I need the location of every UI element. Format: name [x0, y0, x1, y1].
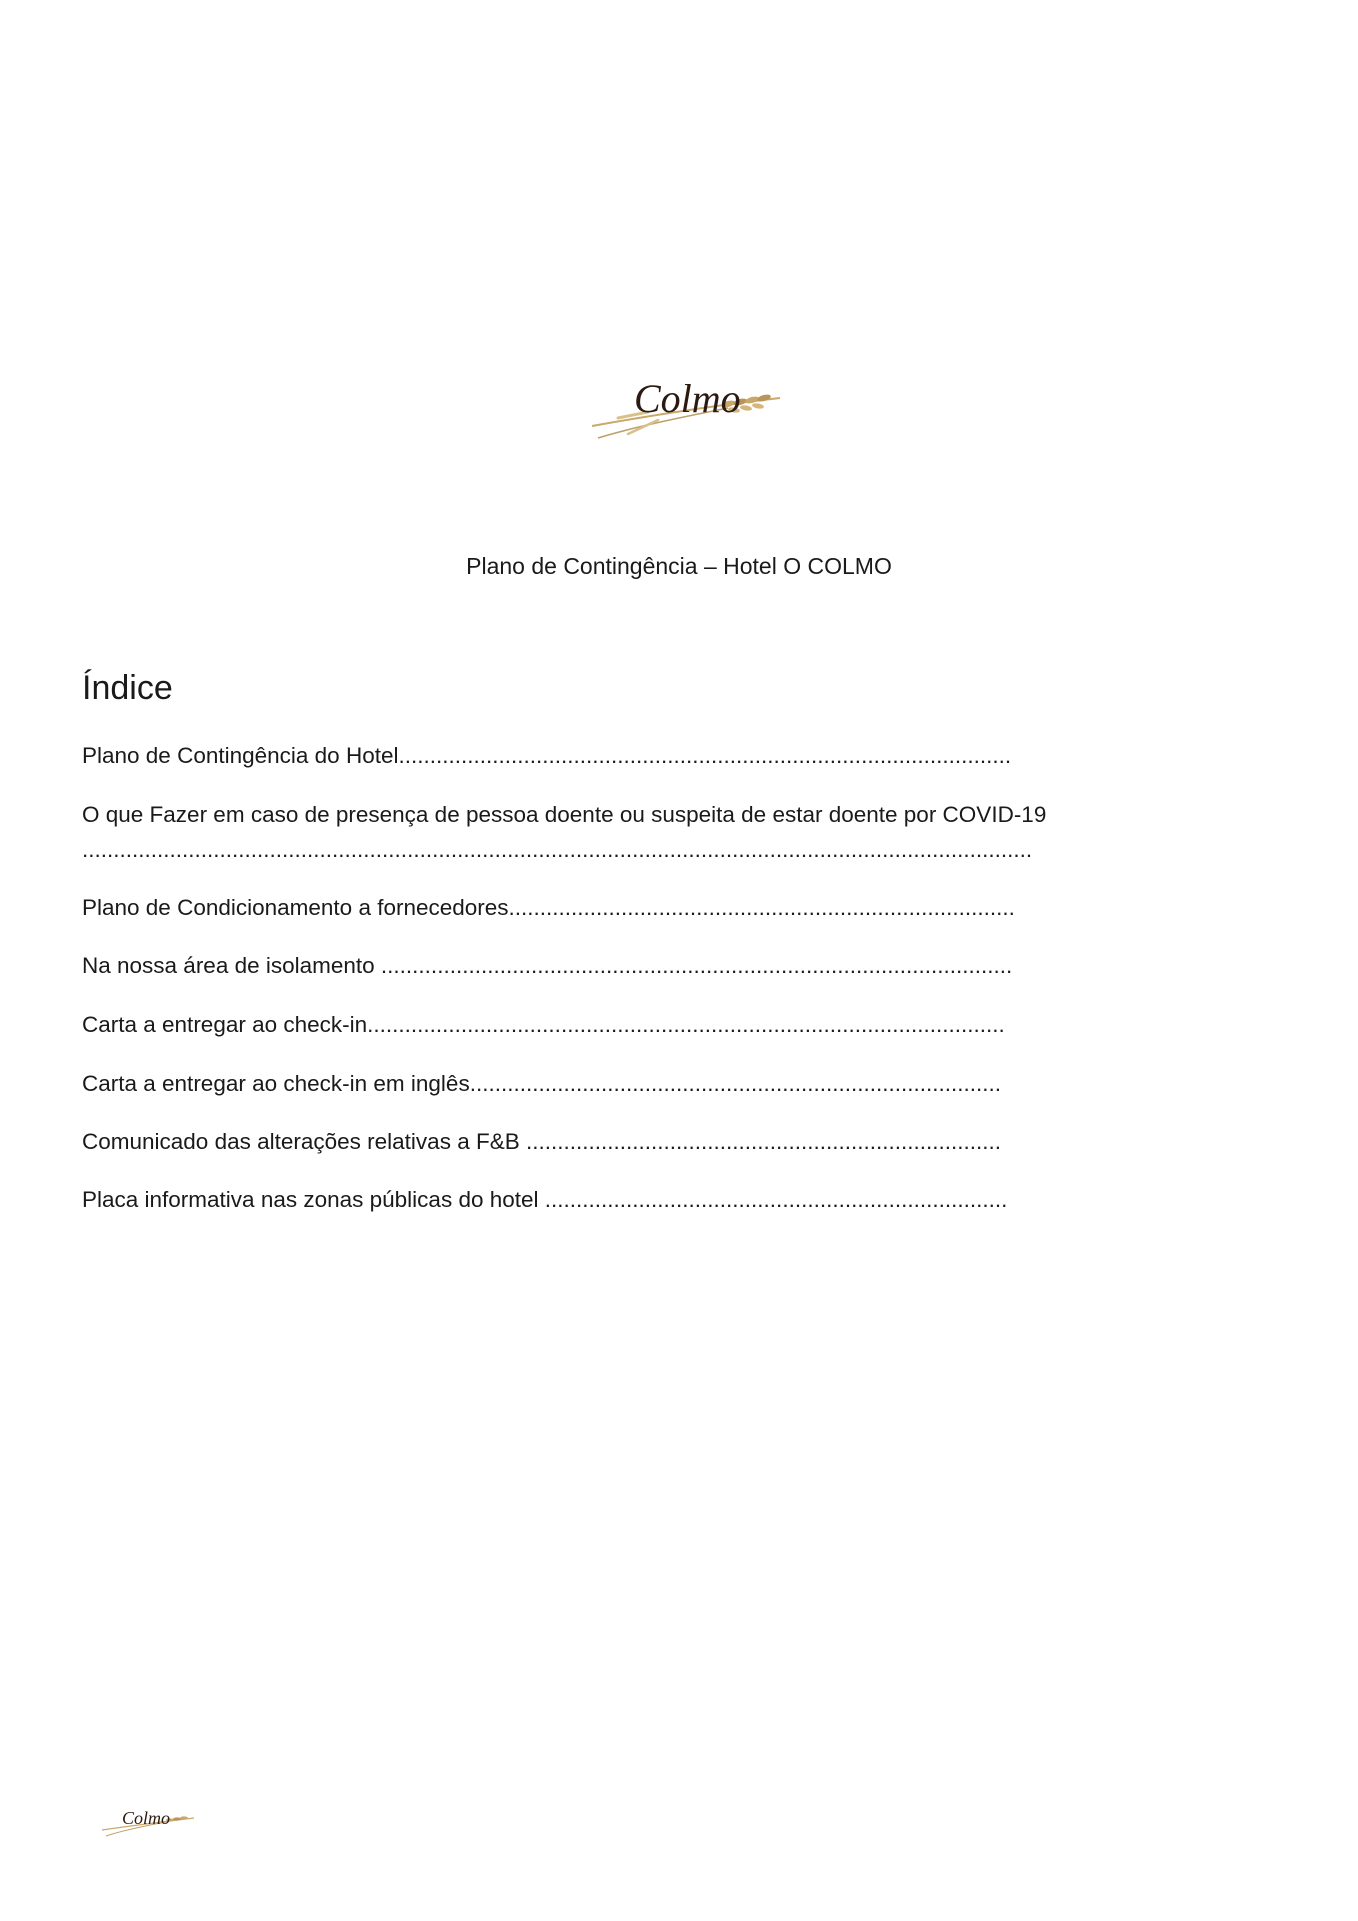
footer-logo-wordmark: Colmo: [122, 1808, 171, 1828]
colmo-footer-logo: [100, 1800, 196, 1840]
colmo-logo: [588, 368, 784, 452]
logo-wordmark: Colmo: [634, 376, 741, 421]
toc-entry[interactable]: Plano de Contingência do Hotel..................................................................................................: [82, 743, 1012, 768]
toc-entry[interactable]: Carta a entregar ao check-in......................................................................................................: [82, 1012, 1005, 1037]
document-title: Plano de Contingência – Hotel O COLMO: [466, 553, 892, 579]
toc-entry[interactable]: Na nossa área de isolamento .....................................................................................................: [82, 953, 1013, 978]
toc-heading: Índice: [82, 669, 173, 707]
toc-entry[interactable]: Carta a entregar ao check-in em inglês.....................................................................................: [82, 1071, 1002, 1096]
toc-entry-leader: ........................................................................................................................................................: [82, 837, 1033, 862]
toc-entry[interactable]: Placa informativa nas zonas públicas do hotel ..........................................................................: [82, 1187, 1008, 1212]
toc-entry[interactable]: Plano de Condicionamento a fornecedores.................................................................................: [82, 895, 1015, 920]
toc-entry[interactable]: O que Fazer em caso de presença de pessoa doente ou suspeita de estar doente por COVID-19: [82, 802, 1047, 827]
toc-entry[interactable]: Comunicado das alterações relativas a F&B ............................................................................: [82, 1129, 1002, 1154]
